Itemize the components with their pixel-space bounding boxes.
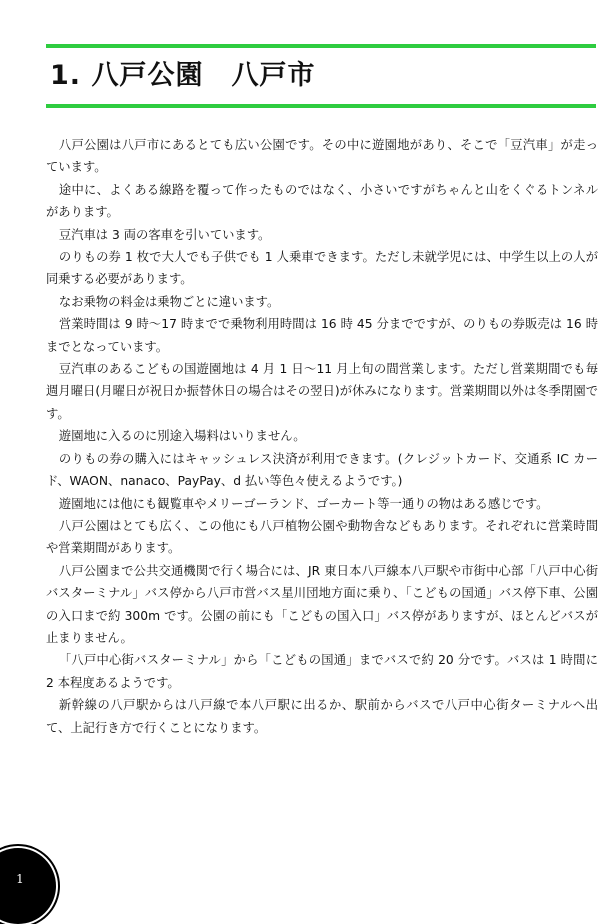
paragraph: のりもの券の購入にはキャッシュレス決済が利用できます。(クレジットカード、交通系 IC カード、WAON、nanaco、PayPay、d 払い等色々使えるようです。) (46, 451, 598, 489)
paragraph: 八戸公園まで公共交通機関で行く場合には、JR 東日本八戸線本八戸駅や市街中心部「八戸中心街バスターミナル」バス停から八戸市営バス星川団地方面に乗り、「こどもの国通」バス停下車、公園の入口まで約 300m です。公園の前にも「こどもの国入口」バス停がありますが、ほとんどバスが止まりません。 (46, 563, 598, 645)
paragraph: 豆汽車は 3 両の客車を引いています。 (58, 227, 271, 242)
title-bottom-rule (46, 104, 596, 108)
paragraph: 営業時間は 9 時～17 時までで乗物利用時間は 16 時 45 分までですが、のりもの券販売は 16 時までとなっています。 (46, 317, 598, 354)
paragraph: 途中に、よくある線路を覆って作ったものではなく、小さいですがちゃんと山をくぐるトンネルがあります。 (46, 182, 598, 220)
page-number-badge (0, 848, 56, 924)
paragraph: 遊園地に入るのに別途入場料はいりません。 (58, 429, 306, 444)
paragraph: 八戸公園は八戸市にあるとても広い公園です。その中に遊園地があり、そこで「豆汽車」が走っています。 (46, 138, 598, 175)
paragraph: なお乗物の料金は乗物ごとに違います。 (58, 294, 280, 309)
paragraph: のりもの券 1 枚で大人でも子供でも 1 人乗車できます。ただし未就学児には、中学生以上の人が同乗する必要があります。 (46, 250, 598, 287)
paragraph: 新幹線の八戸駅からは八戸線で本八戸駅に出るか、駅前からバスで八戸中心街ターミナルへ出て、上記行き方で行くことになります。 (46, 698, 598, 735)
paragraph: 遊園地には他にも観覧車やメリーゴーランド、ゴーカート等一通りの物はある感じです。 (58, 496, 549, 511)
page-number: 1 (16, 872, 24, 886)
article-body (46, 134, 598, 739)
title-top-rule (46, 44, 596, 48)
paragraph: 「八戸中心街バスターミナル」から「こどもの国通」までバスで約 20 分です。バスは 1 時間に 2 本程度あるようです。 (46, 653, 598, 690)
paragraph: 八戸公園はとても広く、この他にも八戸植物公園や動物舎などもあります。それぞれに営業時間や営業期間があります。 (46, 518, 598, 556)
paragraph: 豆汽車のあるこどもの国遊園地は 4 月 1 日～11 月上旬の間営業します。ただし営業期間でも毎週月曜日(月曜日が祝日か振替休日の場合はその翌日)が休みになります。営業期間以外は冬季閉園です。 (46, 362, 598, 421)
page-title: 1. 八戸公園 八戸市 (50, 60, 316, 91)
